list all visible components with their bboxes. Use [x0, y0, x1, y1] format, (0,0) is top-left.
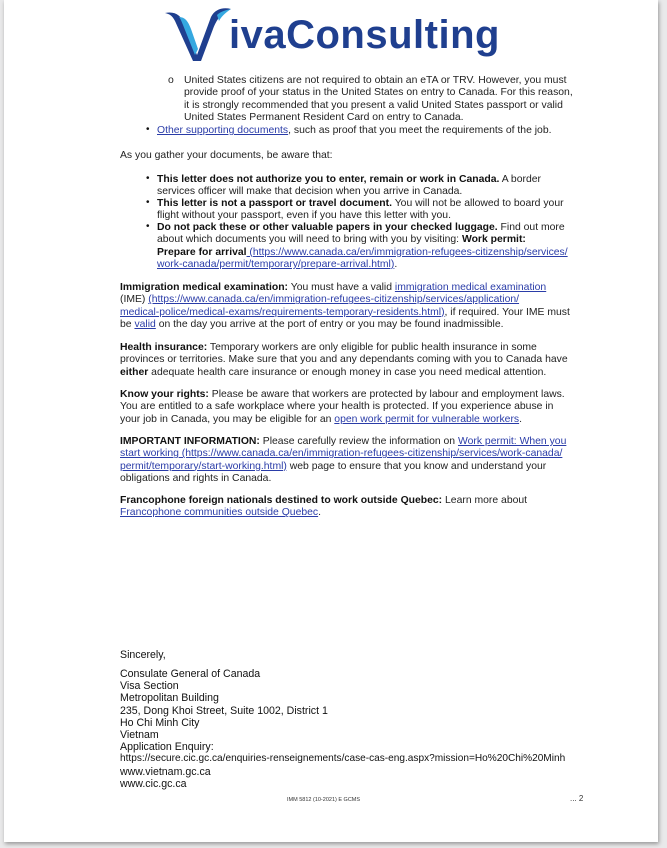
enquiry-url: https://secure.cic.gc.ca/enquiries-renseignements/case-cas-eng.aspx?mission=Ho%20Chi%20Minh [120, 753, 566, 765]
start-working-url-link[interactable]: (https://www.canada.ca/en/immigration-refugees-citizenship/services/work-canada/ [178, 448, 563, 460]
warning-3-bold: Do not pack these or other valuable papers in your checked luggage. [157, 222, 498, 233]
work-permit-bold: Work permit: [461, 234, 526, 246]
warning-1-rest: A border [499, 174, 541, 185]
bullet-marker: • [146, 173, 150, 184]
other-supporting-documents-link[interactable]: Other supporting documents [157, 125, 289, 136]
important-line-4: obligations and rights in Canada. [120, 472, 272, 484]
period: . [394, 258, 398, 270]
warning-not-passport [157, 198, 587, 223]
warning-not-authorize [157, 174, 587, 199]
important-info-paragraph [120, 436, 600, 485]
rights-line-2: You are entitled to a safe workplace where your health is protected. If you experience abuse in [120, 401, 554, 413]
warning-2-rest: You will not be allowed to board your [392, 198, 564, 209]
health-insurance-paragraph [120, 342, 600, 379]
supporting-docs-item [157, 125, 552, 137]
period: . [519, 413, 522, 425]
start-working-link-cont[interactable]: start working [120, 448, 179, 460]
logo-v-mark-icon [161, 5, 235, 65]
page-number: ... 2 [570, 794, 584, 803]
francophone-paragraph [120, 495, 600, 520]
ime-text: You must have a valid [288, 282, 395, 293]
warning-3-rest: Find out more [497, 222, 565, 233]
supporting-docs-rest: , such as proof that you meet the requirements of the job. [288, 125, 552, 136]
health-either: either [120, 366, 149, 378]
city: Ho Chi Minh City [120, 716, 200, 729]
viva-consulting-logo [161, 4, 500, 66]
warning-2-line-2: flight without your passport, even if you have this letter with you. [157, 210, 451, 222]
warning-checked-luggage [157, 222, 597, 271]
building-name: Metropolitan Building [120, 692, 219, 705]
rights-line-3: your job in Canada, you may be eligible for an [120, 413, 335, 425]
enquiry-label: Application Enquiry: [120, 741, 214, 754]
start-working-link[interactable]: Work permit: When you [457, 436, 567, 447]
us-citizens-paragraph [184, 75, 604, 124]
start-working-url-link-cont[interactable]: permit/temporary/start-working.html) [120, 460, 287, 472]
health-text: Temporary workers are only eligible for public health insurance in some [207, 342, 537, 353]
important-label: IMPORTANT INFORMATION: [120, 436, 260, 447]
ime-url-link-cont[interactable]: medical-police/medical-exams/requirements-temporary-residents.html) [120, 306, 445, 318]
us-line-3: it is strongly recommended that you present a valid United States passport or valid [184, 99, 563, 111]
francophone-communities-link[interactable]: Francophone communities outside Quebec [120, 507, 319, 519]
prepare-arrival-link[interactable]: (https://www.canada.ca/en/immigration-refugees-citizenship/services/ [246, 246, 568, 258]
ime-be: be [120, 318, 135, 330]
important-text: Please carefully review the information on [259, 436, 458, 447]
ime-label: Immigration medical examination: [120, 282, 289, 293]
franco-text: Learn more about [442, 495, 528, 506]
open-work-permit-link[interactable]: open work permit for vulnerable workers [334, 413, 520, 425]
ime-line-3-rest: , if required. Your IME must [444, 306, 570, 318]
us-line-4: United States Permanent Resident Card on entry to Canada. [184, 111, 464, 123]
ime-paragraph [120, 282, 600, 331]
rights-text: Please be aware that workers are protected by labour and employment laws. [208, 389, 565, 400]
logo-text-iva: iva [229, 13, 287, 57]
ime-line-4-rest: on the day you arrive at the port of entry or you may be found inadmissible. [155, 318, 504, 330]
warning-2-bold: This letter is not a passport or travel document. [157, 198, 392, 209]
street-address: 235, Dong Khoi Street, Suite 1002, District 1 [120, 704, 328, 717]
closing: Sincerely, [120, 649, 166, 661]
valid-link[interactable]: valid [134, 318, 156, 330]
health-label: Health insurance: [120, 342, 208, 353]
prepare-arrival-bold: Prepare for arrival [157, 246, 247, 258]
franco-label: Francophone foreign nationals destined to work outside Quebec: [120, 495, 443, 506]
consulate-address-block [120, 668, 620, 790]
bullet-marker: • [146, 197, 150, 208]
consulate-name: Consulate General of Canada [120, 668, 261, 680]
ime-abbrev: (IME) [120, 294, 149, 306]
warning-1-bold: This letter does not authorize you to enter, remain or work in Canada. [157, 174, 500, 185]
sub-bullet-marker: o [168, 75, 174, 86]
ime-url-link[interactable]: (https://www.canada.ca/en/immigration-refugees-citizenship/services/application/ [148, 294, 520, 306]
warning-3-line-2: about which documents you will need to bring with you by visiting: [157, 234, 462, 246]
rights-label: Know your rights: [120, 389, 209, 400]
logo-wordmark [229, 5, 500, 65]
gather-intro: As you gather your documents, be aware that: [120, 150, 333, 161]
important-line-3-rest: web page to ensure that you know and understand your [286, 460, 547, 472]
country: Vietnam [120, 729, 159, 742]
logo-text-consulting: Consulting [286, 13, 500, 57]
bullet-marker: • [146, 221, 150, 232]
know-rights-paragraph [120, 389, 600, 426]
health-line-3-rest: adequate health care insurance or enough money in case you need medical attention. [148, 366, 547, 378]
prepare-arrival-link-cont[interactable]: work-canada/permit/temporary/prepare-arrival.html) [157, 258, 395, 270]
visa-section: Visa Section [120, 680, 179, 693]
ime-link[interactable]: immigration medical examination [394, 282, 547, 293]
period: . [318, 507, 322, 519]
health-line-2: provinces or territories. Make sure that you and any dependants coming with you to Canada have [120, 354, 568, 366]
document-page [4, 0, 658, 842]
bullet-marker: • [146, 124, 150, 135]
us-line-2: provide proof of your status in the United States on entry to Canada. For this reason, [184, 87, 573, 99]
cic-website: www.cic.gc.ca [120, 777, 187, 790]
vietnam-website: www.vietnam.gc.ca [120, 765, 211, 778]
us-line-1: United States citizens are not required to obtain an eTA or TRV. However, you must [184, 75, 567, 86]
form-code: IMM 5812 (10-2021) E GCMS [287, 797, 361, 803]
warning-1-line-2: services officer will make that decision when you arrive in Canada. [157, 186, 463, 198]
